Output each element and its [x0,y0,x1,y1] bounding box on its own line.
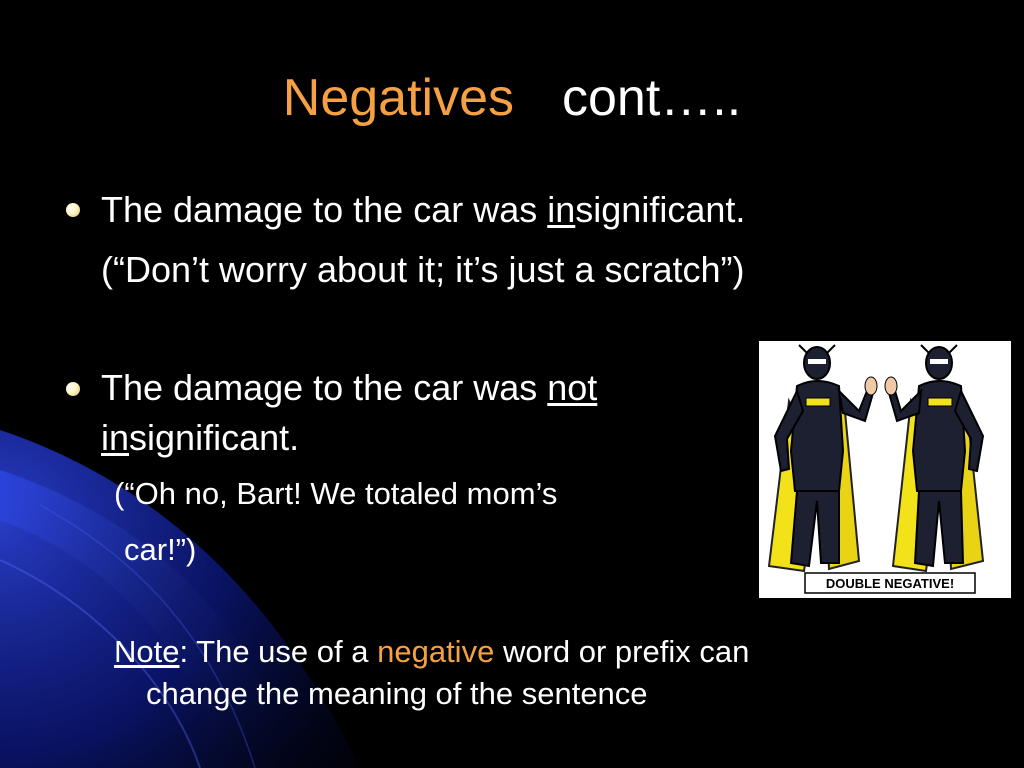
underlined-prefix-2: in [101,417,130,458]
right-hero-figure [885,345,983,571]
bullet-1-quote: (“Don’t worry about it; it’s just a scratch”) [101,249,745,290]
note-line2: change the meaning of the sentence [146,676,648,711]
bullet-2-quote-line1: (“Oh no, Bart! We totaled mom’s [114,476,558,511]
double-negative-cartoon [759,341,1011,598]
bullet-dot-1 [66,203,80,217]
bullet-1-text: The damage to the car was insignificant. [101,189,746,230]
bullet-2-text: The damage to the car was not [101,367,598,408]
underlined-prefix: in [547,189,576,230]
bullet-2-line2: insignificant. [101,417,300,458]
note-line1: Note: The use of a negative word or prefix can [114,634,750,669]
title-main: Negatives [282,69,515,127]
left-hero-figure [769,345,877,571]
image-caption: DOUBLE NEGATIVE! [825,576,955,591]
underlined-not: not [547,367,598,408]
bullet-2-quote-line2: car!”) [124,532,197,567]
bullet-dot-2 [66,382,80,396]
superhero-illustration [759,341,1011,598]
title-cont: cont….. [562,69,742,127]
slide-title [0,66,1024,130]
note-label: Note [114,634,180,669]
note-highlight: negative [377,634,495,669]
